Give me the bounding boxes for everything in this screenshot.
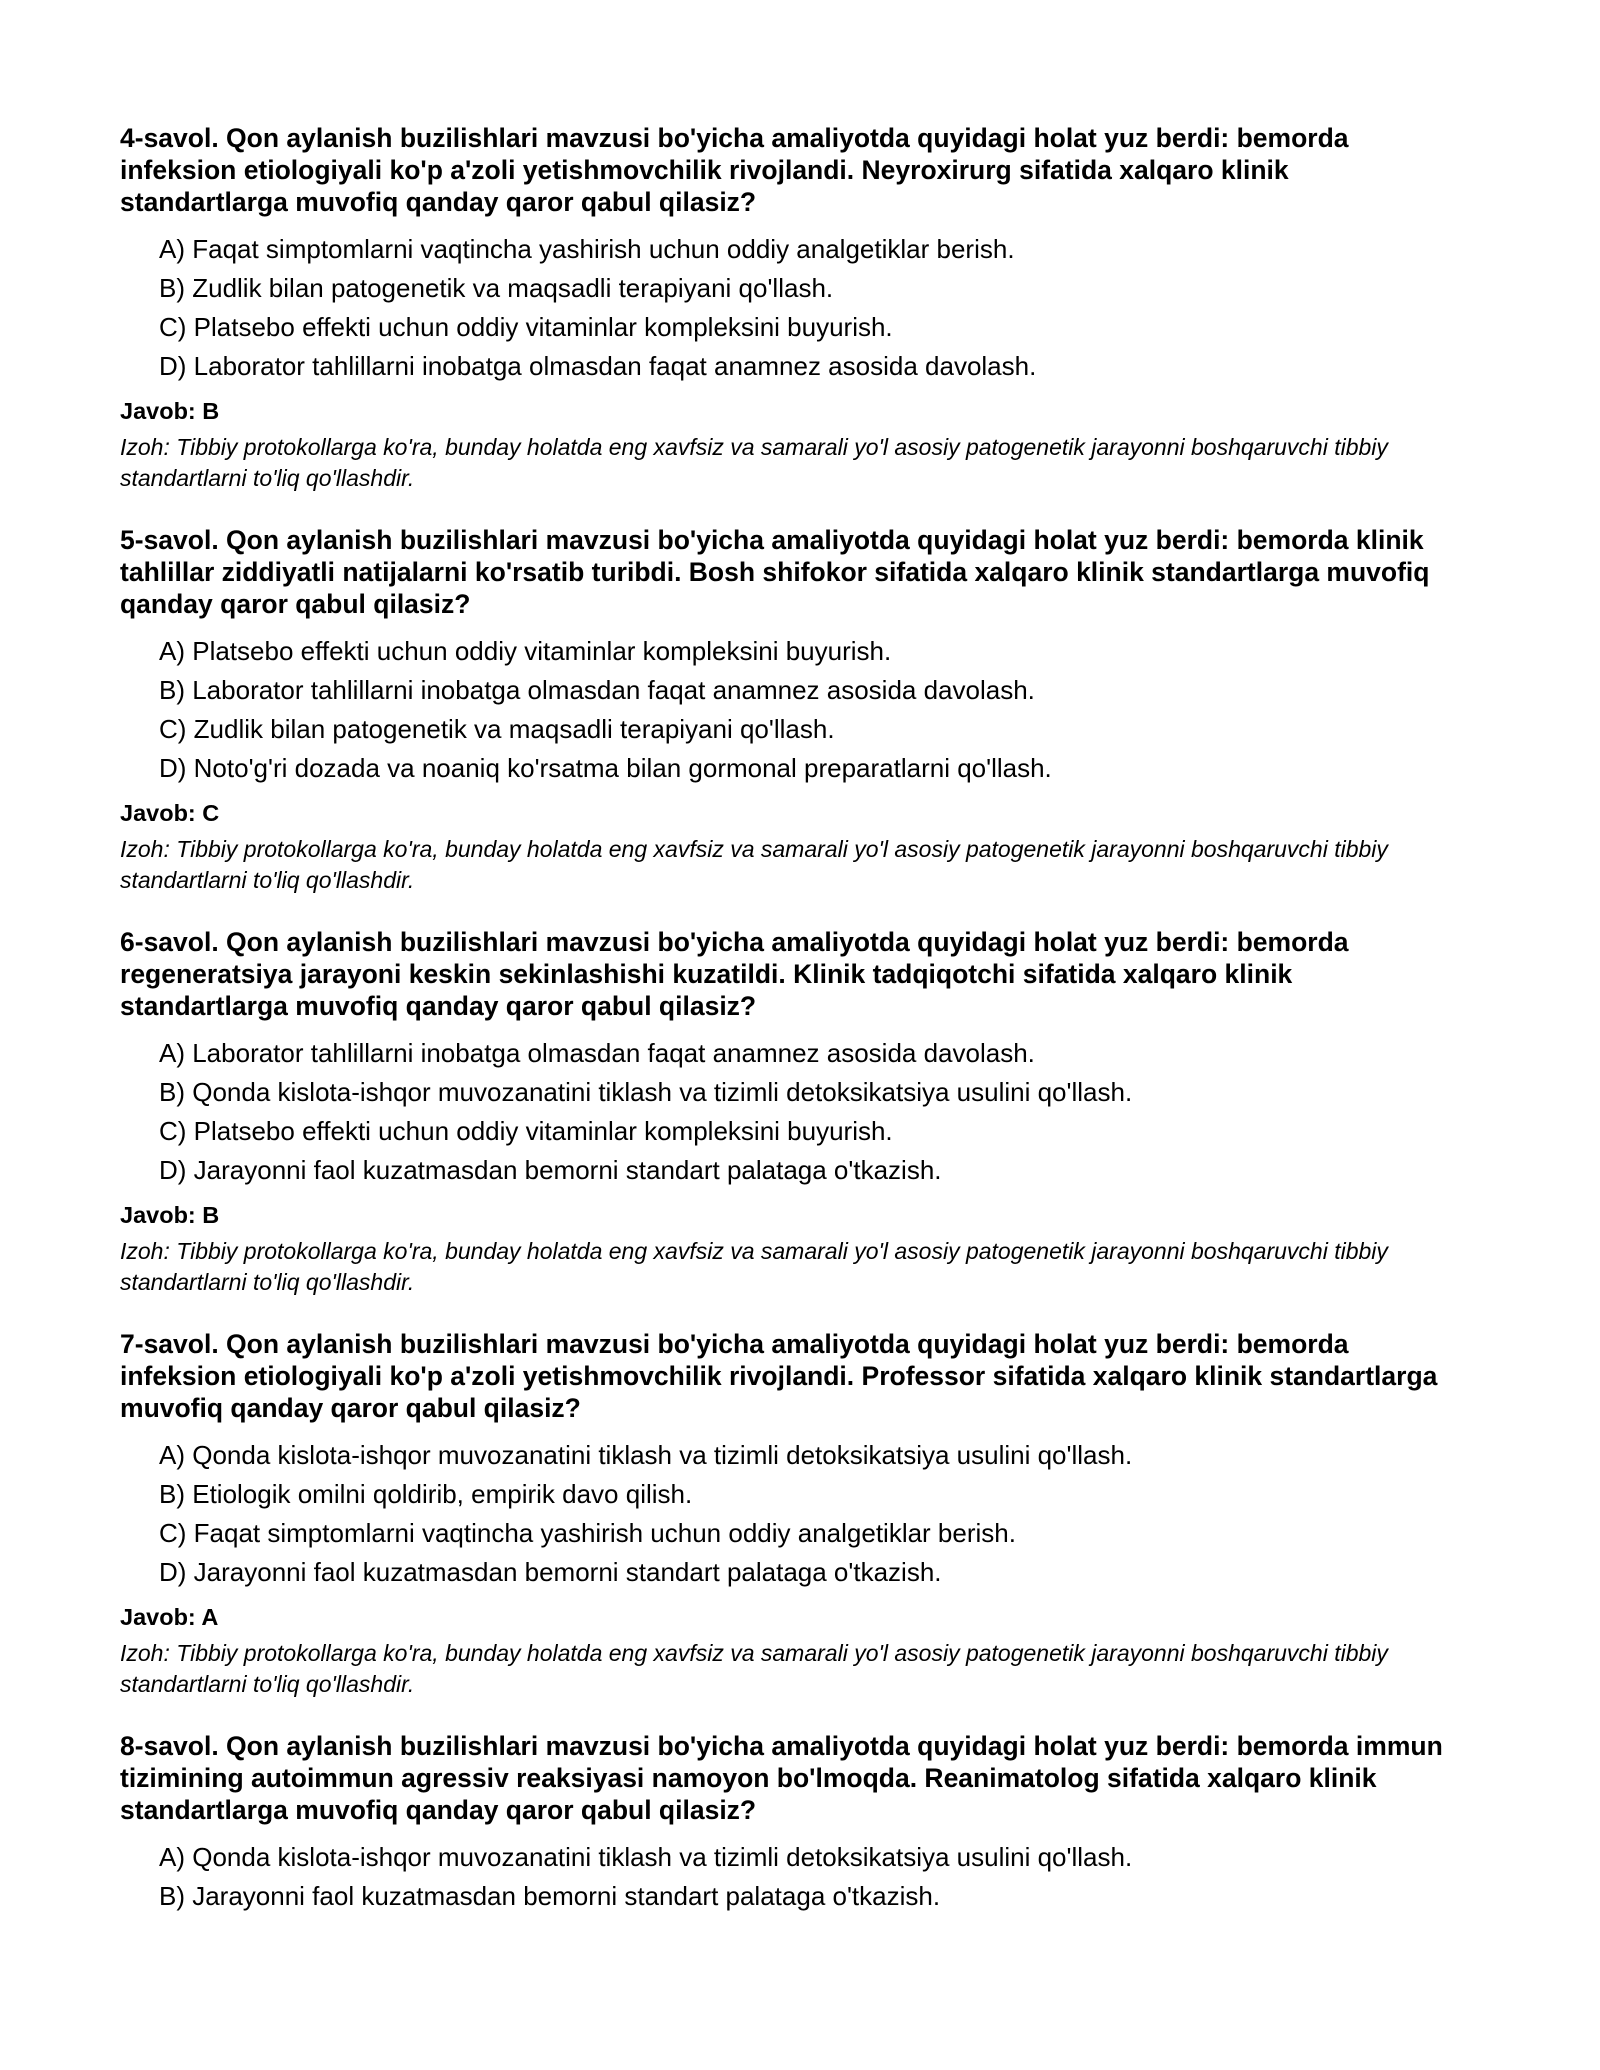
- option-b: B) Laborator tahlillarni inobatga olmasdan faqat anamnez asosida davolash.: [159, 675, 1035, 705]
- question-text: 5-savol. Qon aylanish buzilishlari mavzusi bo'yicha amaliyotda quyidagi holat yuz berdi: bemorda klinik tahlillar ziddiyatli natijalarni ko'rsatib turibdi. Bosh shifokor sifatida xalqaro klinik standartlarga muvofiq qanday qaror qabul qilasiz?: [120, 525, 1430, 619]
- question-text: 4-savol. Qon aylanish buzilishlari mavzusi bo'yicha amaliyotda quyidagi holat yuz berdi: bemorda infeksion etiologiyali ko'p a'zoli yetishmovchilik rivojlandi. Neyroxirurg sifatida xalqaro klinik standartlarga muvofiq qanday qaror qabul qilasiz?: [120, 123, 1349, 217]
- option-d: D) Jarayonni faol kuzatmasdan bemorni standart palataga o'tkazish.: [159, 1155, 942, 1185]
- explanation: Izoh: Tibbiy protokollarga ko'ra, bunday holatda eng xavfsiz va samarali yo'l asosiy patogenetik jarayonni boshqaruvchi tibbiy standartlarni to'liq qo'llashdir.: [120, 434, 1388, 491]
- option-c: C) Platsebo effekti uchun oddiy vitaminlar kompleksini buyurish.: [159, 312, 893, 342]
- question-text: 8-savol. Qon aylanish buzilishlari mavzusi bo'yicha amaliyotda quyidagi holat yuz berdi: bemorda immun tizimining autoimmun agressiv reaksiyasi namoyon bo'lmoqda. Reanimatolog sifatida xalqaro klinik standartlarga muvofiq qanday qaror qabul qilasiz?: [120, 1731, 1443, 1825]
- option-list: [120, 1034, 1460, 1190]
- question-text: 6-savol. Qon aylanish buzilishlari mavzusi bo'yicha amaliyotda quyidagi holat yuz berdi: bemorda regeneratsiya jarayoni keskin sekinlashishi kuzatildi. Klinik tadqiqotchi sifatida xalqaro klinik standartlarga muvofiq qanday qaror qabul qilasiz?: [120, 927, 1349, 1021]
- option-list: [120, 1436, 1460, 1592]
- option-d: D) Noto'g'ri dozada va noaniq ko'rsatma bilan gormonal preparatlarni qo'llash.: [159, 753, 1052, 783]
- option-a: A) Qonda kislota-ishqor muvozanatini tiklash va tizimli detoksikatsiya usulini qo'llash.: [159, 1842, 1133, 1872]
- option-a: A) Laborator tahlillarni inobatga olmasdan faqat anamnez asosida davolash.: [159, 1038, 1035, 1068]
- explanation: Izoh: Tibbiy protokollarga ko'ra, bunday holatda eng xavfsiz va samarali yo'l asosiy patogenetik jarayonni boshqaruvchi tibbiy standartlarni to'liq qo'llashdir.: [120, 1640, 1388, 1697]
- option-list: [120, 1838, 1460, 1916]
- explanation: Izoh: Tibbiy protokollarga ko'ra, bunday holatda eng xavfsiz va samarali yo'l asosiy patogenetik jarayonni boshqaruvchi tibbiy standartlarni to'liq qo'llashdir.: [120, 836, 1388, 893]
- option-b: B) Zudlik bilan patogenetik va maqsadli terapiyani qo'llash.: [159, 273, 834, 303]
- option-a: A) Platsebo effekti uchun oddiy vitaminlar kompleksini buyurish.: [159, 636, 892, 666]
- option-a: A) Qonda kislota-ishqor muvozanatini tiklash va tizimli detoksikatsiya usulini qo'llash.: [159, 1440, 1133, 1470]
- option-b: B) Qonda kislota-ishqor muvozanatini tiklash va tizimli detoksikatsiya usulini qo'llash.: [159, 1077, 1133, 1107]
- question-6: [120, 926, 1460, 1298]
- option-b: B) Jarayonni faol kuzatmasdan bemorni standart palataga o'tkazish.: [159, 1881, 941, 1911]
- answer: Javob: B: [120, 398, 220, 424]
- option-b: B) Etiologik omilni qoldirib, empirik davo qilish.: [159, 1479, 693, 1509]
- answer: Javob: C: [120, 800, 220, 826]
- question-7: [120, 1328, 1460, 1700]
- question-4: [120, 122, 1460, 494]
- question-8: [120, 1730, 1460, 1916]
- explanation: Izoh: Tibbiy protokollarga ko'ra, bunday holatda eng xavfsiz va samarali yo'l asosiy patogenetik jarayonni boshqaruvchi tibbiy standartlarni to'liq qo'llashdir.: [120, 1238, 1388, 1295]
- option-d: D) Laborator tahlillarni inobatga olmasdan faqat anamnez asosida davolash.: [159, 351, 1037, 381]
- option-d: D) Jarayonni faol kuzatmasdan bemorni standart palataga o'tkazish.: [159, 1557, 942, 1587]
- question-text: 7-savol. Qon aylanish buzilishlari mavzusi bo'yicha amaliyotda quyidagi holat yuz berdi: bemorda infeksion etiologiyali ko'p a'zoli yetishmovchilik rivojlandi. Professor sifatida xalqaro klinik standartlarga muvofiq qanday qaror qabul qilasiz?: [120, 1329, 1438, 1423]
- option-c: C) Zudlik bilan patogenetik va maqsadli terapiyani qo'llash.: [159, 714, 835, 744]
- option-list: [120, 230, 1460, 386]
- option-c: C) Platsebo effekti uchun oddiy vitaminlar kompleksini buyurish.: [159, 1116, 893, 1146]
- option-list: [120, 632, 1460, 788]
- question-5: [120, 524, 1460, 896]
- option-a: A) Faqat simptomlarni vaqtincha yashirish uchun oddiy analgetiklar berish.: [159, 234, 1015, 264]
- answer: Javob: A: [120, 1604, 219, 1630]
- option-c: C) Faqat simptomlarni vaqtincha yashirish uchun oddiy analgetiklar berish.: [159, 1518, 1016, 1548]
- answer: Javob: B: [120, 1202, 220, 1228]
